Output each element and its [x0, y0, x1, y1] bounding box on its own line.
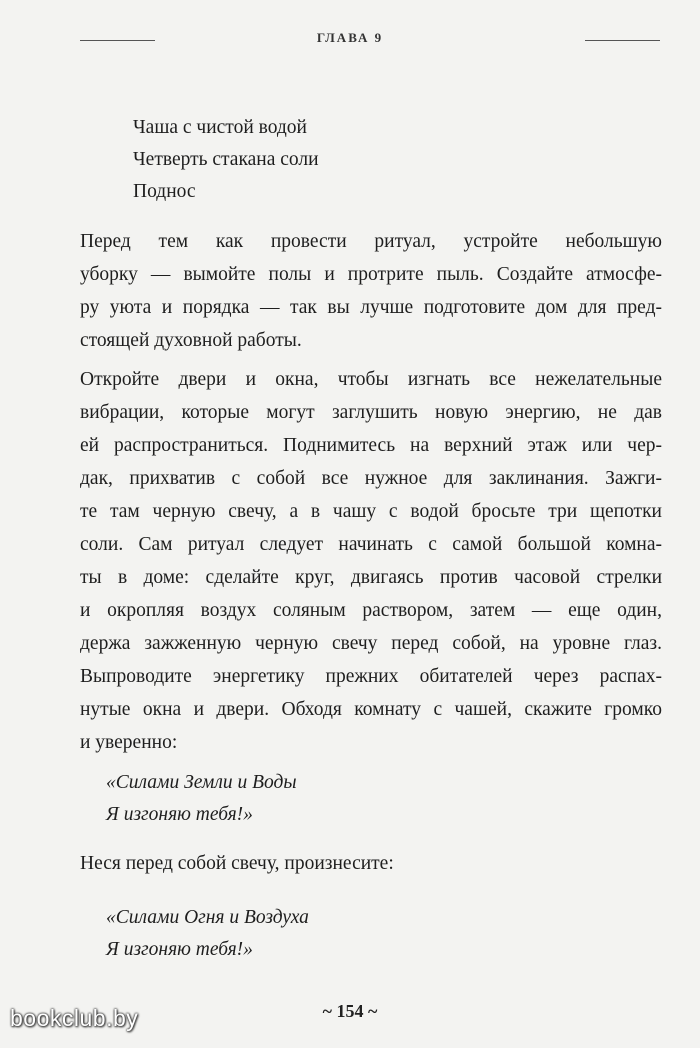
paragraph-line: стоящей духовной работы.	[80, 330, 302, 351]
running-header	[0, 30, 700, 50]
paragraph-line: соли. Сам ритуал следует начинать с самой большой комна-	[80, 534, 662, 555]
incantation-line: Я изгоняю тебя!»	[106, 804, 253, 825]
paragraph-line: нутые окна и двери. Обходя комнату с чашей, скажите громко	[80, 699, 662, 720]
header-rule-right	[585, 40, 660, 41]
ingredient-item: Поднос	[133, 181, 196, 202]
incantation-line: «Силами Земли и Воды	[106, 772, 297, 793]
paragraph-line: ты в доме: сделайте круг, двигаясь против часовой стрелки	[80, 567, 662, 588]
watermark: bookclub.by	[10, 1005, 139, 1031]
paragraph-line: те там черную свечу, а в чашу с водой бросьте три щепотки	[80, 501, 662, 522]
paragraph-line: ру уюта и порядка — так вы лучше подготовите дом для пред-	[80, 297, 662, 318]
incantation-line: Я изгоняю тебя!»	[106, 939, 253, 960]
paragraph-line: и окропляя воздух соляным раствором, затем — еще один,	[80, 600, 662, 621]
incantation-line: «Силами Огня и Воздуха	[106, 907, 309, 928]
paragraph-line: держа зажженную черную свечу перед собой, на уровне глаз.	[80, 633, 662, 654]
paragraph-line: Неся перед собой свечу, произнесите:	[80, 853, 394, 874]
ingredient-item: Четверть стакана соли	[133, 149, 319, 170]
paragraph-line: ей распространиться. Поднимитесь на верхний этаж или чер-	[80, 435, 662, 456]
chapter-title: ГЛАВА 9	[316, 30, 384, 45]
paragraph-line: вибрации, которые могут заглушить новую энергию, не дав	[80, 402, 662, 423]
paragraph-line: Выпроводите энергетику прежних обитателей через распах-	[80, 666, 662, 687]
paragraph-line: и уверенно:	[80, 732, 178, 753]
page-number: ~ 154 ~	[322, 1001, 378, 1021]
paragraph-line: Откройте двери и окна, чтобы изгнать все нежелательные	[80, 369, 662, 390]
paragraph-line: уборку — вымойте полы и протрите пыль. Создайте атмосфе-	[80, 264, 662, 285]
paragraph-line: Перед тем как провести ритуал, устройте небольшую	[80, 231, 662, 252]
paragraph-line: дак, прихватив с собой все нужное для заклинания. Зажги-	[80, 468, 662, 489]
ingredient-item: Чаша с чистой водой	[133, 117, 307, 138]
